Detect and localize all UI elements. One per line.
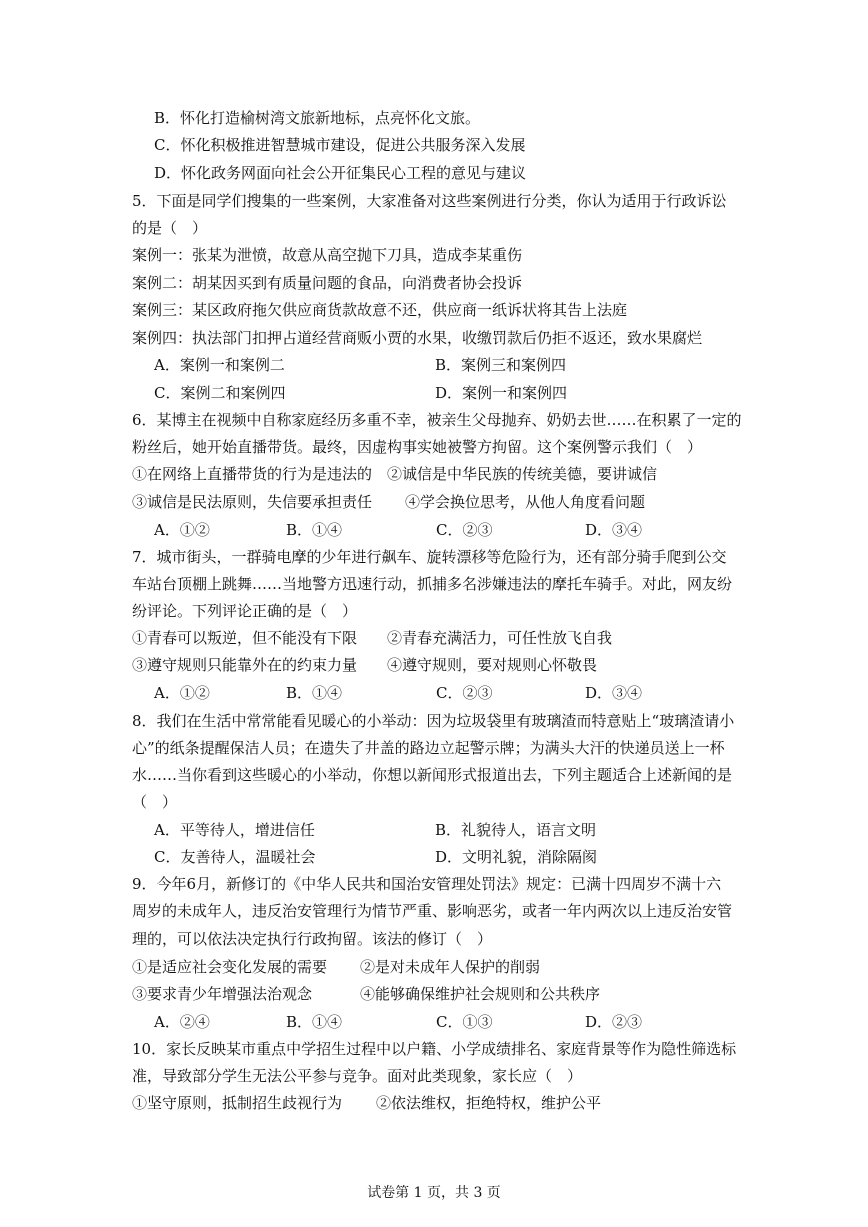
q6-statement-4: ④学会换位思考，从他人角度看问题 — [405, 493, 646, 511]
q9-option-c: C．①③ — [436, 1013, 493, 1031]
q5-stem-line-1: 5．下面是同学们搜集的一些案例，大家准备对这些案例进行分类，你认为适用于行政诉讼 — [132, 192, 727, 210]
q6-option-b: B．①④ — [286, 521, 343, 539]
q6-stem-line-1: 6．某博主在视频中自称家庭经历多重不幸，被亲生父母抛弃、奶奶去世……在积累了一定的 — [132, 411, 742, 429]
q10-statement-1: ①坚守原则，抵制招生歧视行为 — [132, 1094, 343, 1112]
q8-stem-line-2: 心”的纸条提醒保洁人员；在遗失了井盖的路边立起警示牌；为满头大汗的快递员送上一杯 — [132, 739, 725, 757]
q5-case-2: 案例二：胡某因买到有质量问题的食品，向消费者协会投诉 — [132, 274, 523, 292]
q8-stem-line-1: 8．我们在生活中常常能看见暖心的小举动：因为垃圾袋里有玻璃渣而特意贴上“玻璃渣请小 — [132, 712, 735, 730]
q8-option-a: A．平等待人，增进信任 — [154, 821, 315, 839]
q10-stem-line-2: 准，导致部分学生无法公平参与竞争。面对此类现象，家长应（ ） — [132, 1067, 583, 1085]
q7-statement-4: ④遵守规则，要对规则心怀敬畏 — [387, 656, 598, 674]
q8-option-b: B．礼貌待人，语言文明 — [435, 821, 597, 839]
q7-option-c: C．②③ — [436, 684, 493, 702]
q4-option-c: C．怀化积极推进智慧城市建设，促进公共服务深入发展 — [154, 136, 526, 154]
q5-case-4: 案例四：执法部门扣押占道经营商贩小贾的水果，收缴罚款后仍拒不返还，致水果腐烂 — [132, 329, 703, 347]
q10-stem-line-1: 10．家长反映某市重点中学招生过程中以户籍、小学成绩排名、家庭背景等作为隐性筛选标 — [132, 1040, 737, 1058]
q7-stem-line-3: 纷评论。下列评论正确的是（ ） — [132, 602, 358, 620]
q9-stem-line-3: 理的，可以依法决定执行行政拘留。该法的修订（ ） — [132, 930, 493, 948]
q5-case-3: 案例三：某区政府拖欠供应商货款故意不还，供应商一纸诉状将其告上法庭 — [132, 301, 628, 319]
q8-stem-line-3: 水……当你看到这些暖心的小举动，你想以新闻形式报道出去，下列主题适合上述新闻的是 — [132, 766, 733, 784]
q8-option-d: D．文明礼貌，消除隔阂 — [435, 848, 598, 866]
q5-option-c: C．案例二和案例四 — [154, 384, 286, 402]
q4-option-d: D．怀化政务网面向社会公开征集民心工程的意见与建议 — [154, 164, 527, 182]
q9-stem-line-1: 9．今年6月，新修订的《中华人民共和国治安管理处罚法》规定：已满十四周岁不满十六 — [132, 875, 722, 893]
q8-stem-line-4: （ ） — [132, 793, 178, 811]
q9-option-b: B．①④ — [286, 1013, 343, 1031]
q9-statement-1: ①是适应社会变化发展的需要 — [132, 958, 328, 976]
q6-statement-1: ①在网络上直播带货的行为是违法的 — [132, 465, 373, 483]
q5-option-d: D．案例一和案例四 — [435, 384, 568, 402]
q8-option-c: C．友善待人，温暖社会 — [154, 848, 316, 866]
q6-option-d: D．③④ — [585, 521, 643, 539]
q9-statement-4: ④能够确保维护社会规则和公共秩序 — [360, 985, 601, 1003]
q5-option-a: A．案例一和案例二 — [154, 356, 285, 374]
q5-case-1: 案例一：张某为泄愤，故意从高空抛下刀具，造成李某重伤 — [132, 246, 523, 264]
q9-option-a: A．②④ — [154, 1013, 210, 1031]
q9-statement-3: ③要求青少年增强法治观念 — [132, 985, 313, 1003]
page-footer: 试卷第 1 页，共 3 页 — [367, 1185, 501, 1201]
q6-option-c: C．②③ — [436, 521, 493, 539]
q7-stem-line-1: 7．城市街头，一群骑电摩的少年进行飙车、旋转漂移等危险行为，还有部分骑手爬到公交 — [132, 548, 727, 566]
q5-stem-line-2: 的是（ ） — [132, 219, 208, 237]
q7-option-a: A．①② — [154, 684, 210, 702]
q6-stem-line-2: 粉丝后，她开始直播带货。最终，因虚构事实她被警方拘留。这个案例警示我们（ ） — [132, 438, 703, 456]
q6-option-a: A．①② — [154, 521, 210, 539]
q6-statement-2: ②诚信是中华民族的传统美德，要讲诚信 — [387, 465, 658, 483]
q9-stem-line-2: 周岁的未成年人，违反治安管理行为情节严重、影响恶劣，或者一年内两次以上违反治安管 — [132, 902, 733, 920]
q7-statement-2: ②青春充满活力，可任性放飞自我 — [387, 629, 613, 647]
q10-statement-2: ②依法维权，拒绝特权，维护公平 — [376, 1094, 602, 1112]
q7-option-d: D．③④ — [585, 684, 643, 702]
q7-statement-3: ③遵守规则只能靠外在的约束力量 — [132, 656, 358, 674]
q6-statement-3: ③诚信是民法原则，失信要承担责任 — [132, 493, 373, 511]
q9-option-d: D．②③ — [585, 1013, 643, 1031]
q9-statement-2: ②是对未成年人保护的削弱 — [360, 958, 541, 976]
q7-statement-1: ①青春可以叛逆，但不能没有下限 — [132, 629, 358, 647]
q7-option-b: B．①④ — [286, 684, 343, 702]
q4-option-b: B．怀化打造榆树湾文旅新地标，点亮怀化文旅。 — [154, 109, 481, 127]
q7-stem-line-2: 车站台顶棚上跳舞……当地警方迅速行动，抓捕多名涉嫌违法的摩托车骑手。对此，网友纷 — [132, 575, 733, 593]
q5-option-b: B．案例三和案例四 — [435, 356, 567, 374]
